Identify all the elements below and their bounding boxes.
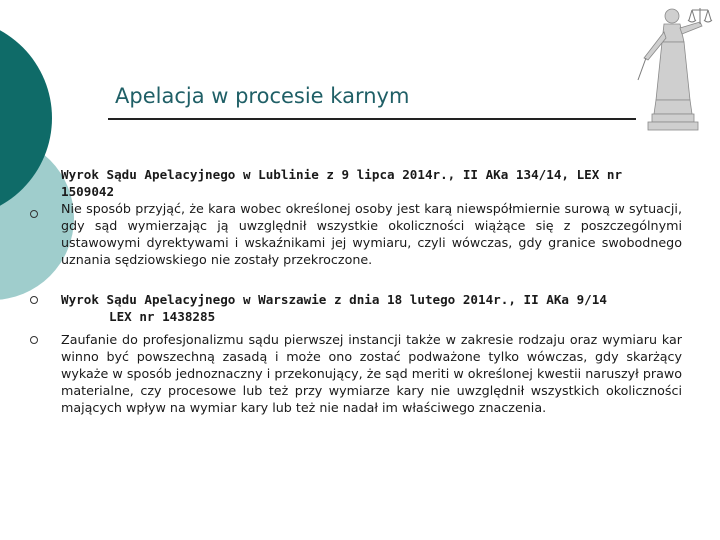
list-item — [30, 166, 682, 268]
citation-line: Wyrok Sądu Apelacyjnego w Lublinie z 9 lipca 2014r., II AKa 134/14, LEX nr — [61, 167, 623, 182]
slide-title: Apelacja w procesie karnym — [115, 84, 410, 108]
citation-line: LEX nr 1438285 — [109, 309, 216, 324]
bullet-icon — [30, 210, 38, 218]
content-list — [30, 166, 682, 416]
title-underline — [108, 118, 636, 120]
citation-line: Wyrok Sądu Apelacyjnego w Warszawie z dnia 18 lutego 2014r., II AKa 9/14 — [61, 292, 607, 307]
bullet-icon — [30, 336, 38, 344]
bullet-icon — [30, 296, 38, 304]
list-item — [30, 331, 682, 416]
ruling-text: Zaufanie do profesjonalizmu sądu pierwszej instancji także w zakresie rodzaju oraz wymiaru kar winno być powszechną zasadą i może ono zostać podważone tylko wówczas, gdy skarżący wykaże w sposób jednoznaczny i przekonujący, że sąd meriti w określonej kwestii naruszył prawo materialne, czy procesowe lub też przy wymiarze kary nie uwzględnił wszystkich okoliczności mających wpływ na wymiar kary lub też nie nadał im właściwego znaczenia. — [61, 332, 682, 415]
ruling-citation — [61, 291, 682, 325]
justice-statue-image — [634, 2, 714, 134]
citation-line: 1509042 — [61, 184, 115, 199]
ruling-text: Nie sposób przyjąć, że kara wobec określonej osoby jest karą niewspółmiernie surową w sytuacji, gdy sąd wymierzając ją uwzględnił wszystkie okoliczności wiążące się z poszczególnymi ustawowymi dyrektywami i wskaźnikami jej wymiaru, czyli wówczas, gdy granice swobodnego uznania sędziowskiego nie zostały przekroczone. — [61, 201, 682, 267]
list-item — [30, 291, 682, 325]
ruling-citation — [61, 166, 682, 200]
